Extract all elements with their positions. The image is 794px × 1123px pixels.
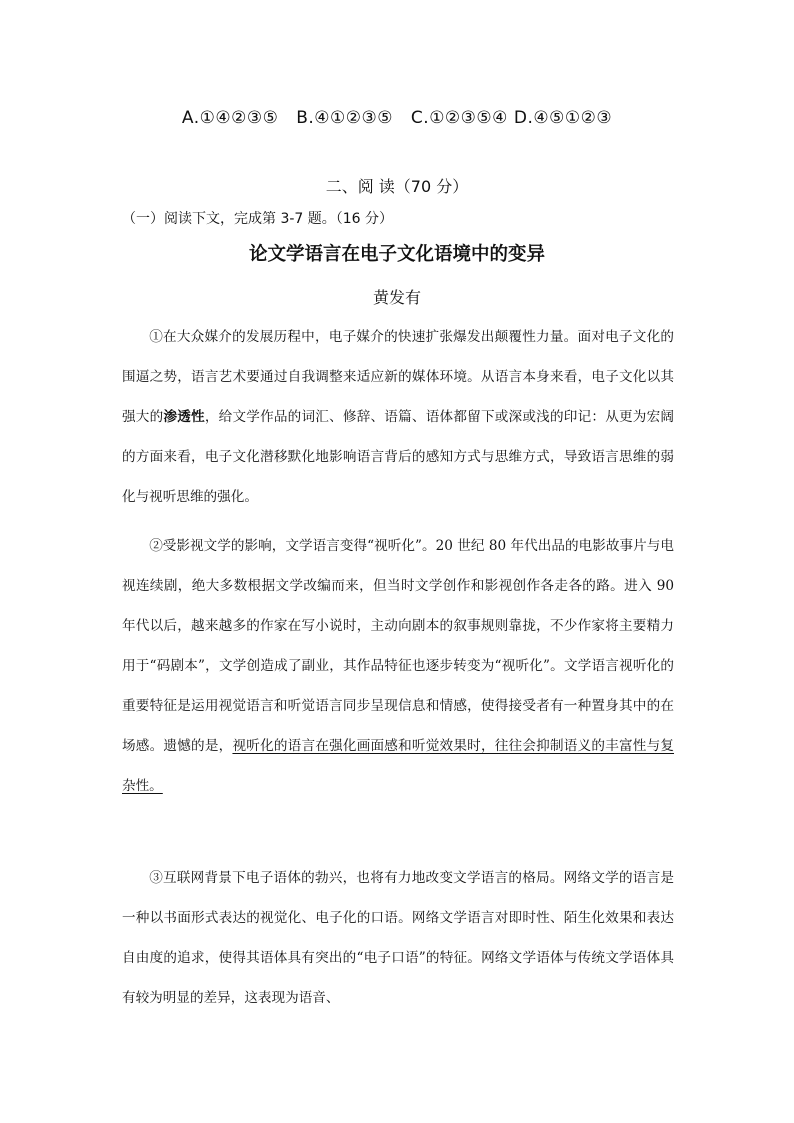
option-b: B.④①②③⑤ <box>296 108 394 128</box>
paragraph-1-text-a: ①在大众媒介的发展历程中，电子媒介的快速扩张爆发出颠覆性力量。面对电子文化的围逼之势，语言艺术要通过自我调整来适应新的媒体环境。从语言本身来看，电子文化以其强大的 <box>122 329 674 425</box>
paragraph-2-text: ②受影视文学的影响，文学语言变得“视听化”。20 世纪 80 年代出品的电影故事片与电视连续剧，绝大多数根据文学改编而来，但当时文学创作和影视创作各走各的路。进入 90 年代以后，越来越多的作家在写小说时，主动向剧本的叙事规则靠拢，不少作家将主要精力用于“码剧本”，文学创造成了副业，其作品特征也逐步转变为“视听化”。文学语言视听化的重要特征是运用视觉语言和听觉语言同步呈现信息和情感，使得接受者有一种置身其中的在场感。遗憾的是， <box>122 538 674 754</box>
answer-options <box>0 108 794 128</box>
paragraph-3 <box>122 858 674 1018</box>
paragraph-3-text: ③互联网背景下电子语体的勃兴，也将有力地改变文学语言的格局。网络文学的语言是一种以书面形式表达的视觉化、电子化的口语。网络文学语言对即时性、陌生化效果和表达自由度的追求，使得其语体具有突出的“电子口语”的特征。网络文学语体与传统文学语体具有较为明显的差异，这表现为语音、 <box>122 870 674 1006</box>
section-title: 二、阅 读（70 分） <box>325 177 469 196</box>
paragraph-2 <box>122 526 674 806</box>
paragraph-2-underlined-sentence: 视听化的语言在强化画面感和听觉效果时，往往会抑制语义的丰富性与复杂性。 <box>122 738 675 794</box>
question-instruction: （一）阅读下文，完成第 3-7 题。（16 分） <box>122 211 394 227</box>
paragraph-1-emphasis: 渗透性 <box>163 409 205 425</box>
article-author: 黄发有 <box>372 288 421 307</box>
paragraph-1-text-b: ，给文学作品的词汇、修辞、语篇、语体都留下或深或浅的印记：从更为宏阔的方面来看，电子文化潜移默化地影响语言背后的感知方式与思维方式，导致语言思维的弱化与视听思维的强化。 <box>122 409 675 505</box>
article-title: 论文学语言在电子文化语境中的变异 <box>248 244 545 265</box>
option-c: C.①②③⑤④ <box>410 108 508 128</box>
option-a: A.①④②③⑤ <box>181 108 279 128</box>
option-d: D.④⑤①②③ <box>513 108 613 128</box>
paragraph-1 <box>122 317 674 517</box>
